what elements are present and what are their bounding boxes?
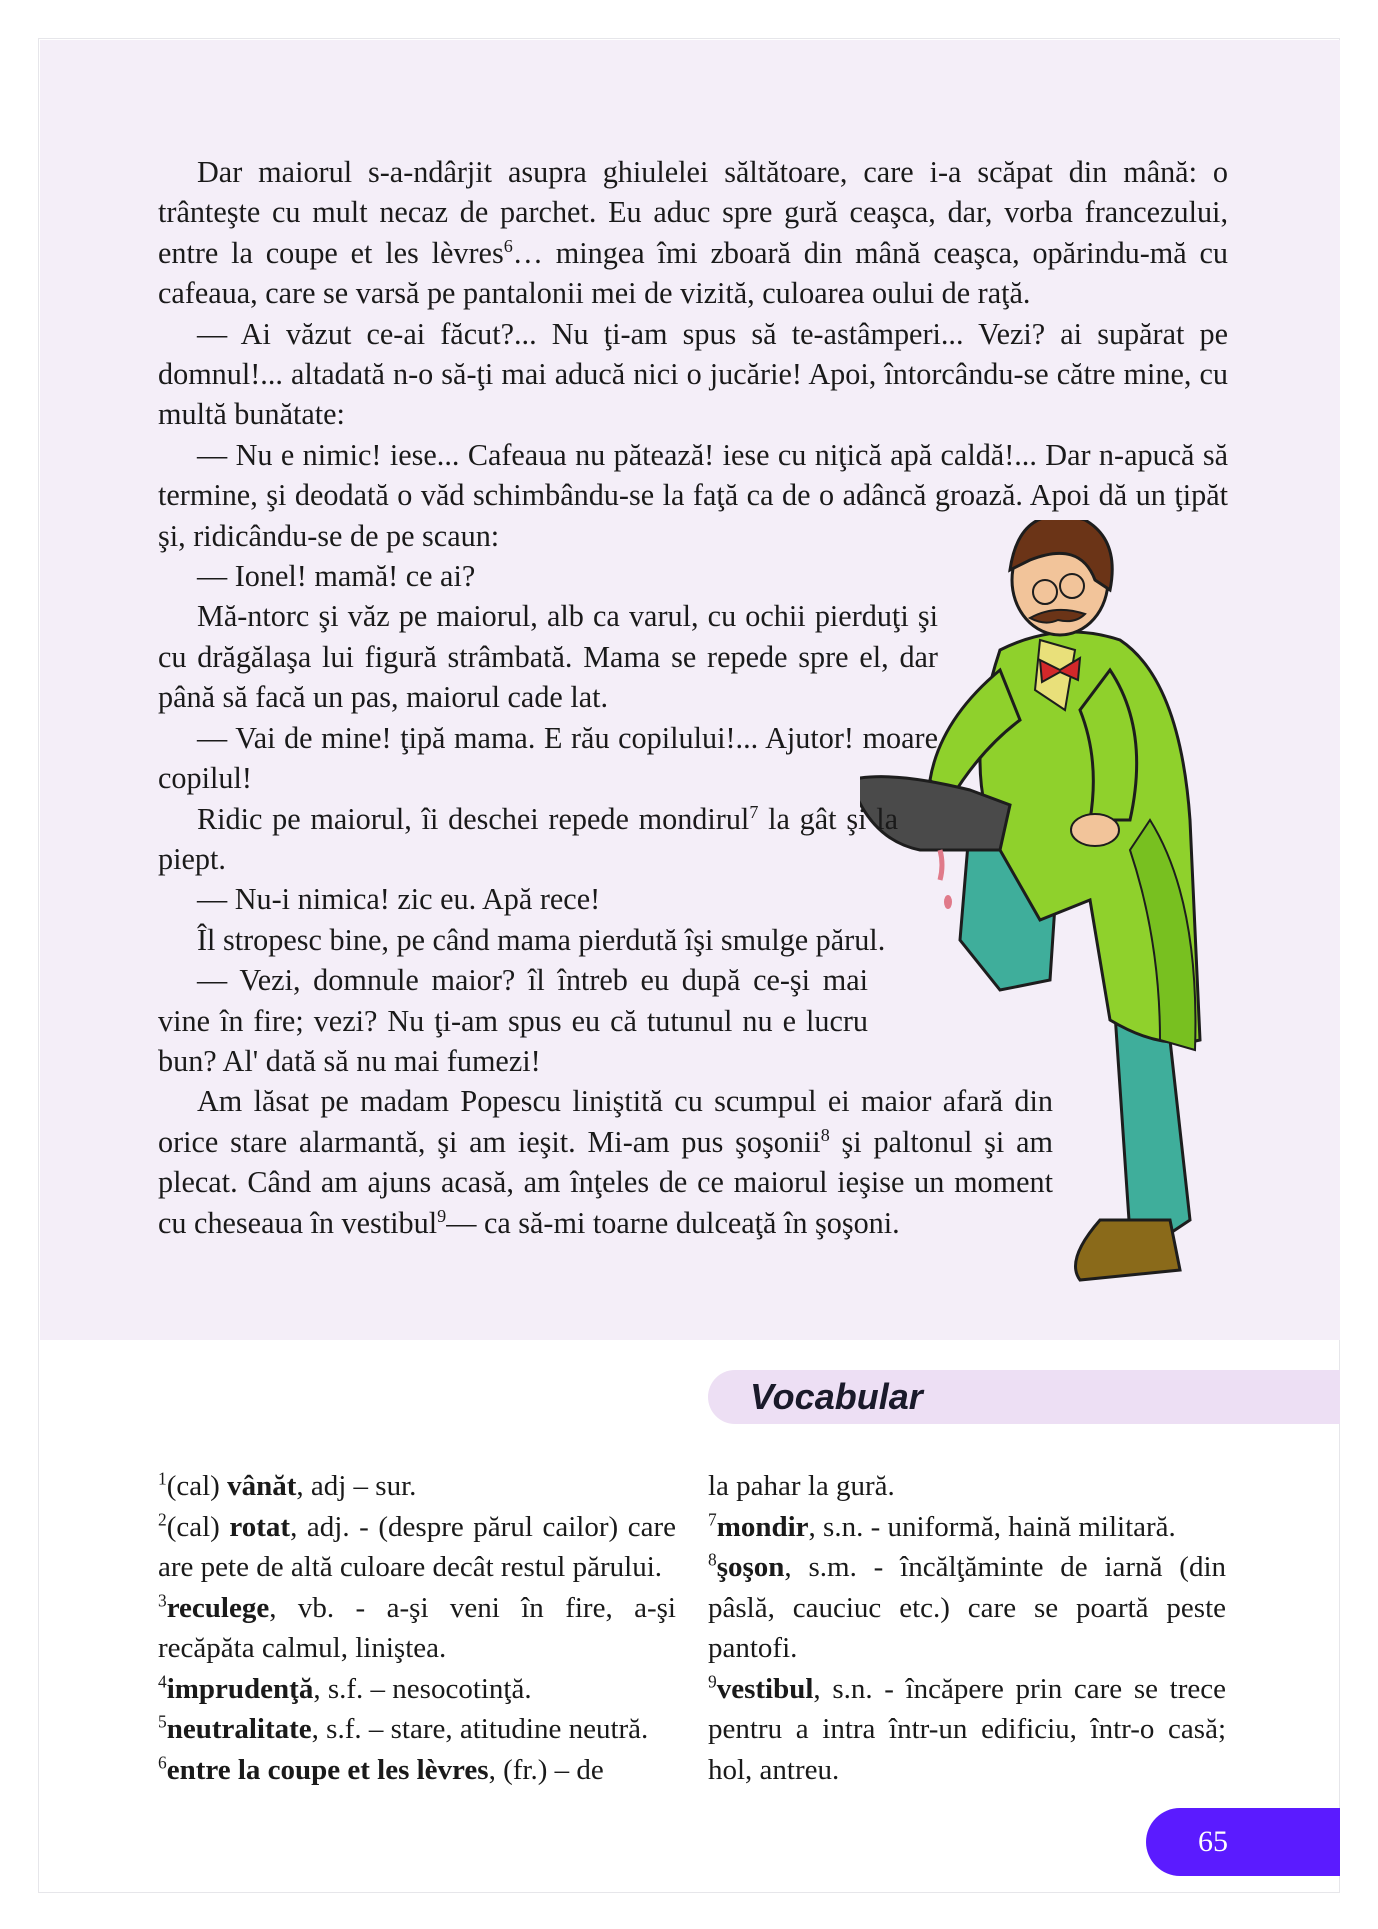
vocabulary-column-left xyxy=(158,1466,676,1790)
vocabulary-entry xyxy=(158,1669,676,1710)
footnote-num: 6 xyxy=(158,1751,167,1772)
entry-definition: , vb. - a-şi veni în fire, a-şi recăpăta calmul, liniştea. xyxy=(158,1591,676,1664)
entry-term: neutralitate xyxy=(166,1713,312,1745)
entry-definition: , s.n. - încăpere prin care se trece pentru a intra într-un edificiu, într-o casă; hol, antreu. xyxy=(708,1672,1226,1786)
vocabulary-header xyxy=(708,1370,1340,1424)
footnote-num: 5 xyxy=(158,1711,167,1732)
vocabulary-entry xyxy=(158,1588,676,1669)
footnote-ref: 6 xyxy=(503,235,513,256)
entry-prefix: (cal) xyxy=(166,1510,230,1543)
entry-definition: , s.m. - încălţăminte de iarnă (din pâslă, cauciuc etc.) care se poartă peste pantofi. xyxy=(708,1551,1226,1664)
story-text-span: la gât şi la piept. xyxy=(158,801,898,876)
vocabulary-continuation: la pahar la gură. xyxy=(708,1470,895,1502)
entry-definition: , s.f. – stare, atitudine neutră. xyxy=(311,1713,649,1745)
story-paragraph: Îl stropesc bine, pe când mama pierdută îşi smulge părul. xyxy=(197,922,886,957)
entry-term: entre la coupe et les lèvres xyxy=(166,1753,489,1786)
vocabulary-title: Vocabular xyxy=(750,1376,923,1417)
story-text-span: … mingea îmi zboară din mână ceaşca, opărindu-mă cu cafeaua, care se varsă pe pantalonii mei de vizită, culoarea oului de raţă. xyxy=(158,235,1228,311)
story-paragraph: — Vezi, domnule maior? îl întreb eu după ce-şi mai vine în fire; vezi? Nu ţi-am spus eu că tutunul nu e lucru bun? Al' dată să nu mai fumezi! xyxy=(158,963,868,1078)
footnote-num: 1 xyxy=(158,1468,167,1489)
story-paragraph: — Nu-i nimica! zic eu. Apă rece! xyxy=(197,882,601,917)
entry-term: vânăt xyxy=(227,1470,297,1502)
vocabulary-entry xyxy=(158,1507,676,1588)
footnote-num: 9 xyxy=(708,1670,717,1691)
story-text xyxy=(158,152,1228,1243)
vocabulary-entry xyxy=(708,1507,1226,1548)
vocabulary-entry xyxy=(708,1547,1226,1669)
footnote-ref: 9 xyxy=(437,1205,447,1226)
vocabulary-entry xyxy=(158,1466,676,1507)
footnote-num: 7 xyxy=(708,1508,717,1529)
vocabulary-entry xyxy=(158,1750,676,1791)
story-paragraph: — Ionel! mamă! ce ai? xyxy=(197,559,476,594)
footnote-num: 4 xyxy=(158,1670,167,1691)
footnote-ref: 8 xyxy=(820,1124,830,1145)
entry-definition: , s.n. - uniformă, haină militară. xyxy=(808,1510,1176,1543)
entry-term: şoşon xyxy=(716,1551,785,1583)
entry-term: imprudenţă xyxy=(166,1672,314,1705)
entry-definition: , adj. - (despre părul cailor) care are pete de altă culoare decât restul părului. xyxy=(158,1510,676,1583)
vocabulary-entry xyxy=(158,1709,676,1750)
story-text-span: Ridic pe maiorul, îi deschei repede mondirul xyxy=(197,801,750,836)
entry-term: mondir xyxy=(716,1510,809,1543)
entry-definition: , (fr.) – de xyxy=(488,1753,604,1786)
story-text-span: Dar maiorul s-a-ndârjit asupra ghiulelei săltătoare, care i-a scăpat din mână: o trânteşte cu mult necaz de parchet. Eu aduc spre gură ceaşca, dar, vorba francezului, entre la coupe et les lèvres xyxy=(158,155,1228,270)
footnote-ref: 7 xyxy=(749,801,759,822)
entry-definition: , s.f. – nesocotinţă. xyxy=(313,1672,532,1705)
footnote-num: 3 xyxy=(158,1589,167,1610)
story-paragraph: — Nu e nimic! iese... Cafeaua nu pătează! iese cu niţică apă caldă!... Dar n-apucă să termine, şi deodată o văd schimbându-se la faţă ca de o adâncă groază. Apoi dă un ţipăt şi, ridicându-se de pe scaun: xyxy=(158,437,1228,553)
story-text-span: şi paltonul şi am plecat. Când am ajuns acasă, am înţeles de ce maiorul ieşise un moment cu cheseaua în vestibul xyxy=(158,1124,1053,1240)
story-paragraph: — Vai de mine! ţipă mama. E rău copilului!... Ajutor! moare copilul! xyxy=(158,720,938,796)
story-text-span: — ca să-mi toarne dulceaţă în şoşoni. xyxy=(446,1205,900,1240)
entry-term: reculege xyxy=(166,1591,270,1624)
story-paragraph: — Ai văzut ce-ai făcut?... Nu ţi-am spus să te-astâmperi... Vezi? ai supărat pe domnul!... altadată n-o să-ţi mai aducă nici o jucărie! Apoi, întorcându-se către mine, cu multă bunătate: xyxy=(158,316,1228,432)
entry-prefix: (cal) xyxy=(166,1470,228,1502)
story-paragraph xyxy=(158,799,898,880)
footnote-num: 2 xyxy=(158,1508,167,1529)
entry-definition: , adj – sur. xyxy=(296,1470,417,1502)
story-text-span: Am lăsat pe madam Popescu liniştită cu scumpul ei maior afară din orice stare alarmantă, şi am ieşit. Mi-am pus şoşonii xyxy=(158,1084,1053,1159)
entry-term: rotat xyxy=(229,1510,291,1543)
footnote-num: 8 xyxy=(708,1549,717,1570)
story-paragraph xyxy=(158,1081,1053,1243)
vocabulary-entry xyxy=(708,1669,1226,1791)
story-paragraph: Mă-ntorc şi văz pe maiorul, alb ca varul, cu ochii pierduţi şi cu drăgălaşa lui figură strâmbată. Mama se repede spre el, dar până să facă un pas, maiorul cade lat. xyxy=(158,599,938,715)
story-paragraph xyxy=(158,152,1228,314)
vocabulary-column-right xyxy=(708,1466,1226,1790)
entry-term: vestibul xyxy=(716,1672,814,1705)
page-number: 65 xyxy=(1146,1808,1340,1876)
